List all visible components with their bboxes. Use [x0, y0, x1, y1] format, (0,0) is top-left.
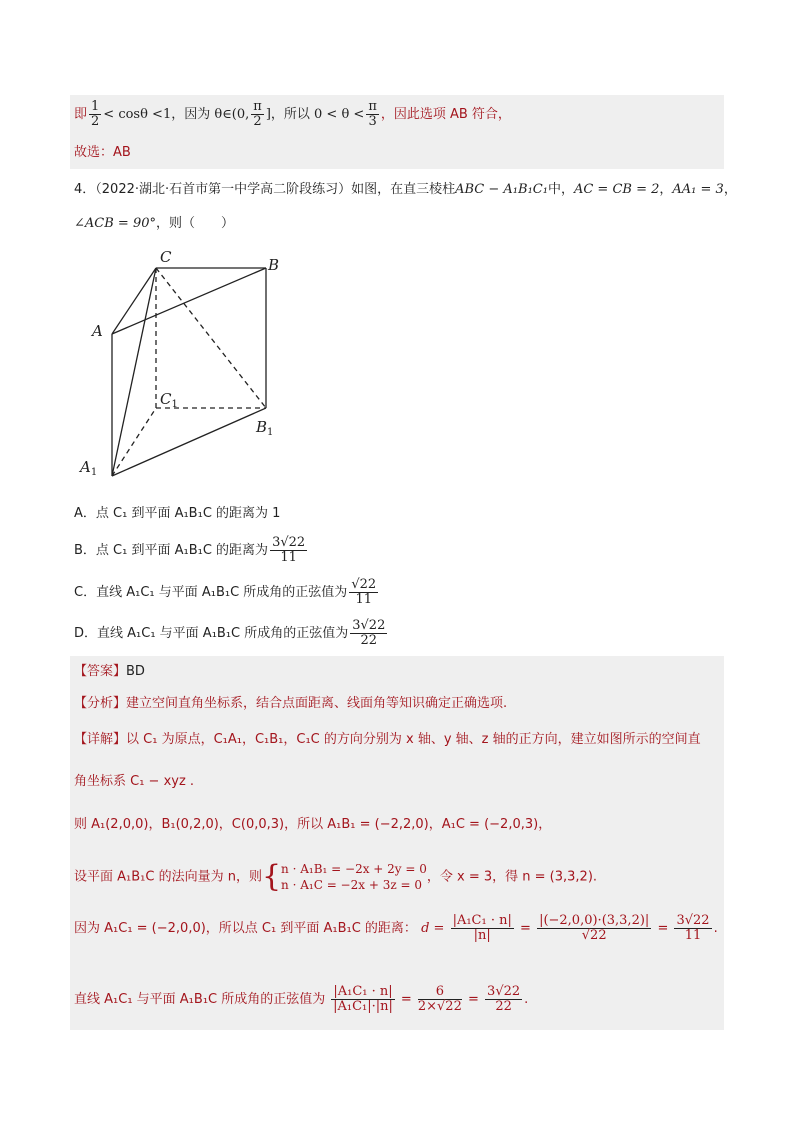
label-C: C — [160, 248, 172, 266]
option-A: A．点 C₁ 到平面 A₁B₁C 的距离为 1 — [74, 506, 281, 521]
prism-figure — [74, 248, 294, 488]
sine-line: 直线 A₁C₁ 与平面 A₁B₁C 所成角的正弦值为 $\frac{\text{|A₁C₁ · n|}}{\text{|A₁C₁|·|n|}}$ = $\frac{6}{2\times√22}$ = $\frac{3√22}{22}$ . — [74, 984, 529, 1014]
analysis-line: 【分析】建立空间直角坐标系，结合点面距离、线面角等知识确定正确选项. — [74, 696, 508, 711]
fraction-pi-over-3: $\frac{\pi}{3}$ — [368, 99, 377, 129]
option-C: C．直线 A₁C₁ 与平面 A₁B₁C 所成角的正弦值为 $\frac{√22}{11}$ — [74, 577, 377, 607]
previous-solution-line1: 即 $\frac{1}{2}$ < cosθ <1，因为 θ∈(0, $\frac{\pi}{2}$ ]，所以 0 < θ < $\frac{\pi}{3}$ ，因此选项 AB 符合， — [74, 99, 511, 129]
question-stem-line1: 4．（2022·湖北·石首市第一中学高二阶段练习）如图，在直三棱柱ABC − A₁B₁C₁中，AC = CB = 2，AA₁ = 3， — [74, 182, 737, 197]
edge-AB — [112, 268, 266, 334]
normal-vector-line: 设平面 A₁B₁C 的法向量为 n，则{ n · A₁B₁ = −2x + 2y = 0 n · A₁C = −2x + 3z = 0 ，令 x = 3，得 n = (3,3,2). — [74, 859, 598, 894]
previous-solution-line2: 故选：AB — [74, 145, 131, 160]
label-A1: $A_1$ — [80, 458, 98, 478]
label-B1: $B_1$ — [256, 418, 274, 438]
fraction-half: $\frac{1}{2}$ — [91, 99, 100, 129]
detail-line1: 【详解】以 C₁ 为原点，C₁A₁，C₁B₁，C₁C 的方向分别为 x 轴、y 轴、z 轴的正方向，建立如图所示的空间直 — [74, 732, 701, 747]
distance-line: 因为 A₁C₁ = (−2,0,0)，所以点 C₁ 到平面 A₁B₁C 的距离： d = $\frac{\text{|A₁C₁ · n|}}{|n|}$ = $\frac{|(-2,0,0)\cdot(3,3,2)|}{√22}$ = $\frac{3√22}{11}$ . — [74, 913, 718, 943]
option-D: D．直线 A₁C₁ 与平面 A₁B₁C 所成角的正弦值为 $\frac{3√22}{22}$ — [74, 618, 386, 648]
detail-line2: 角坐标系 C₁ − xyz . — [74, 774, 195, 789]
label-C1: $C_1$ — [160, 390, 178, 410]
equation-system: n · A₁B₁ = −2x + 2y = 0 n · A₁C = −2x + 3z = 0 — [281, 862, 427, 892]
question-stem-line2: ∠ACB = 90°，则（ ） — [74, 216, 234, 231]
label-B: B — [268, 256, 280, 274]
label-A: A — [92, 322, 103, 340]
answer-line: 【答案】BD — [74, 664, 145, 679]
option-B: B．点 C₁ 到平面 A₁B₁C 的距离为 $\frac{3√22}{11}$ — [74, 535, 306, 565]
coordinates-line: 则 A₁(2,0,0)，B₁(0,2,0)，C(0,0,3)，所以 A₁B₁ = (−2,2,0)，A₁C = (−2,0,3)， — [74, 817, 552, 832]
edge-CB1-dashed — [156, 268, 266, 408]
edge-A1C — [112, 268, 156, 476]
edge-A1B1 — [112, 408, 266, 476]
fraction-pi-over-2: $\frac{\pi}{2}$ — [253, 99, 262, 129]
